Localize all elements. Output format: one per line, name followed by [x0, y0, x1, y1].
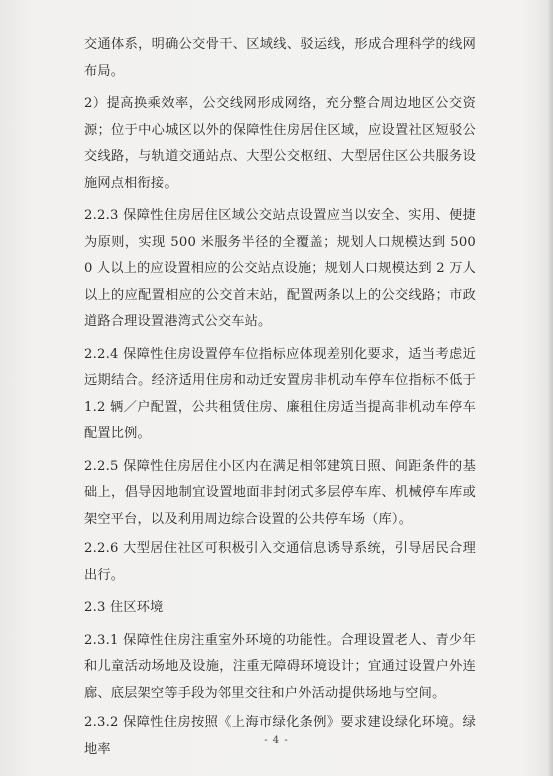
paragraph-2-3-2: 2.3.2 保障性住房按照《上海市绿化条例》要求建设绿化环境。绿地率 — [84, 715, 476, 757]
page-body — [84, 32, 476, 763]
paragraph-2-2-4: 2.2.4 保障性住房设置停车位指标应体现差别化要求，适当考虑近远期结合。经济适用住房和动迁安置房非机动车停车位指标不低于 1.2 辆／户配置，公共租赁住房、廉租住房适当提高非机动车停车配置比例。 — [84, 346, 476, 441]
paragraph-network-layout: 交通体系，明确公交骨干、区域线、驳运线，形成合理科学的线网布局。 — [84, 37, 476, 79]
paragraph-2-2-3: 2.2.3 保障性住房居住区域公交站点设置应当以安全、实用、便捷为原则，实现 500 米服务半径的全覆盖；规划人口规模达到 5000 人以上的应设置相应的公交站点设施；规划人口规模达到 2 万人以上的应配置相应的公交首末站，配置两条以上的公交线路；市政道路合理设置港湾式公交车站。 — [84, 208, 476, 329]
page-edge-shadow — [547, 0, 553, 776]
page-number: - 4 - — [264, 735, 289, 746]
paragraph-2-3-1: 2.3.1 保障性住房注重室外环境的功能性。合理设置老人、青少年和儿童活动场地及设施，注重无障碍环境设计；宜通过设置户外连廊、底层架空等手段为邻里交往和户外活动提供场地与空间。 — [84, 632, 476, 701]
paragraph-2-2-5: 2.2.5 保障性住房居住小区内在满足相邻建筑日照、间距条件的基础上，倡导因地制宜设置地面非封闭式多层停车库、机械停车库或架空平台，以及利用周边综合设置的公共停车场（库）。 — [84, 458, 476, 527]
paragraph-transfer-efficiency: 2）提高换乘效率，公交线网形成网络，充分整合周边地区公交资源；位于中心城区以外的保障性住房居住区域，应设置社区短驳公交线路，与轨道交通站点、大型公交枢纽、大型居住区公共服务设施网点相衔接。 — [84, 96, 476, 191]
paragraph-2-2-6: 2.2.6 大型居住社区可积极引入交通信息诱导系统，引导居民合理出行。 — [84, 541, 476, 583]
section-heading-2-3: 2.3 住区环境 — [84, 600, 164, 615]
